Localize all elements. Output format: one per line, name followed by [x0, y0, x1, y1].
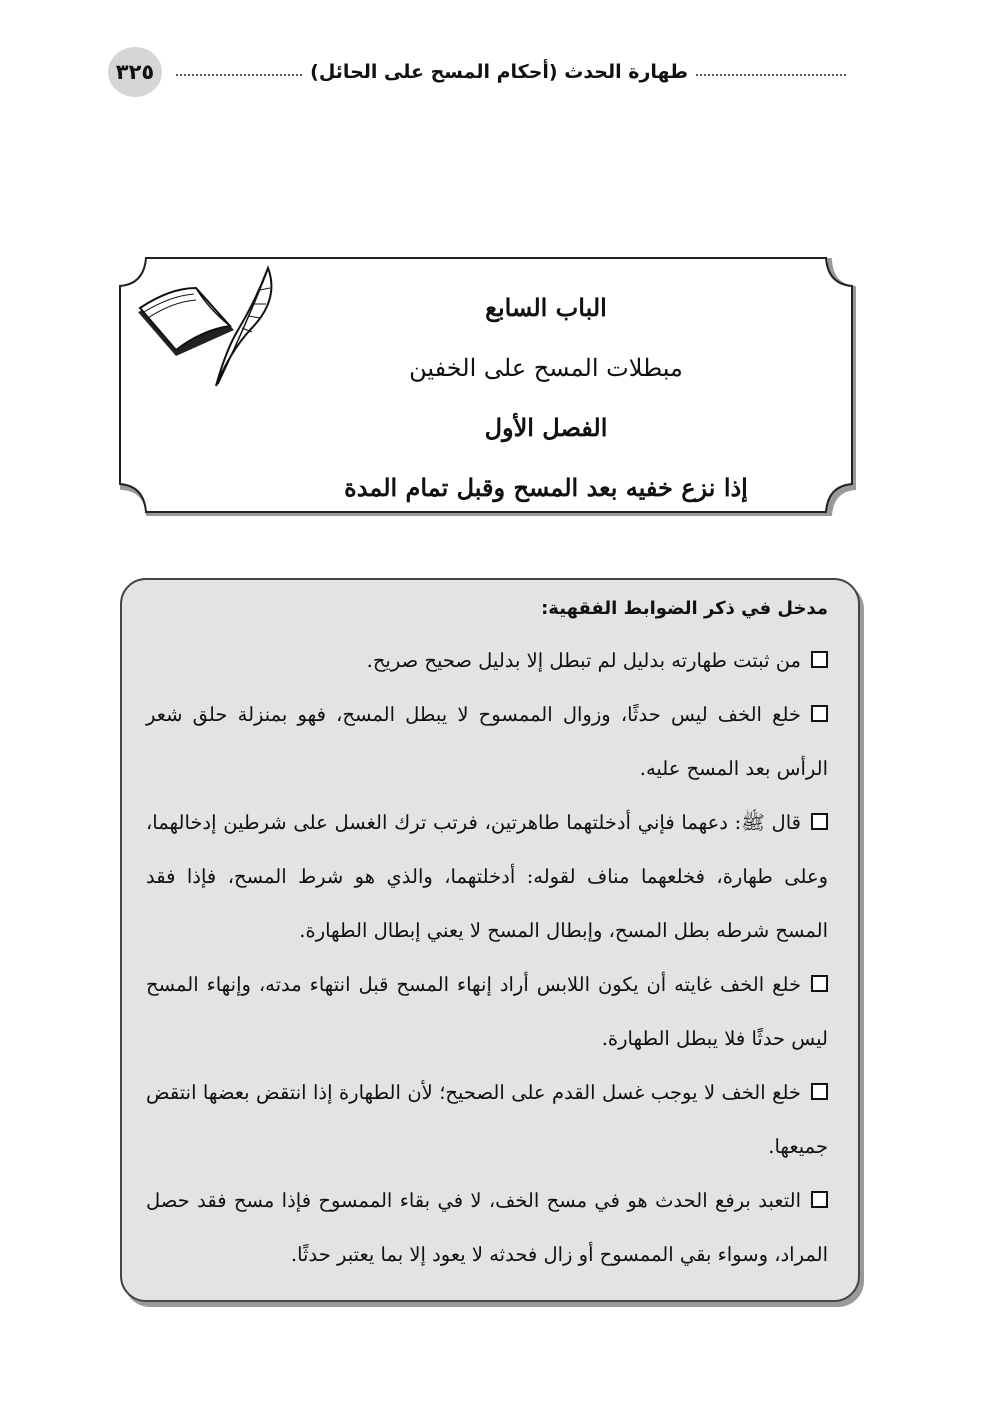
checkbox-icon: [811, 813, 828, 830]
rules-heading: مدخل في ذكر الضوابط الفقهية:: [541, 598, 828, 619]
header-leader-dots-right: [696, 74, 846, 76]
rule-item: [146, 1174, 828, 1282]
checkbox-icon: [811, 705, 828, 722]
rule-text: التعبد برفع الحدث هو في مسح الخف، لا في بقاء الممسوح فإذا مسح فقد حصل المراد، وسواء بقي الممسوح أو زال فحدثه لا يعود إلا بما يعتبر حدثًا.: [146, 1189, 828, 1266]
rule-item: [146, 1066, 828, 1174]
chapter-title: الفصل الأول: [484, 413, 608, 442]
rules-list: [146, 634, 828, 1282]
checkbox-icon: [811, 975, 828, 992]
rule-item: [146, 796, 828, 958]
rule-text: خلع الخف ليس حدثًا، وزوال الممسوح لا يبطل المسح، فهو بمنزلة حلق شعر الرأس بعد المسح عليه.: [146, 703, 828, 780]
rule-item: [146, 958, 828, 1066]
checkbox-icon: [811, 1191, 828, 1208]
rule-item: [146, 634, 828, 688]
chapter-heading: إذا نزع خفيه بعد المسح وقبل تمام المدة: [344, 473, 748, 502]
rule-item: [146, 688, 828, 796]
rule-text: خلع الخف غايته أن يكون اللابس أراد إنهاء المسح قبل انتهاء مدته، وإنهاء المسح ليس حدثًا فلا يبطل الطهارة.: [146, 973, 828, 1050]
header-leader-dots-left: [176, 74, 302, 76]
rule-text: خلع الخف لا يوجب غسل القدم على الصحيح؛ لأن الطهارة إذا انتقض بعضها انتقض جميعها.: [146, 1081, 828, 1158]
header-title: طهارة الحدث (أحكام المسح على الحائل): [310, 61, 688, 83]
rule-text: قال ﷺ: دعهما فإني أدخلتهما طاهرتين، فرتب ترك الغسل على شرطين إدخالهما، وعلى طهارة، فخلعهما مناف لقوله: أدخلتهما، والذي هو شرط المسح، فإذا فقد المسح شرطه بطل المسح، وإبطال المسح لا يعني إبطال الطهارة.: [146, 811, 828, 942]
section-title: الباب السابع: [485, 293, 607, 322]
running-header: [108, 46, 846, 98]
book-quill-icon: [130, 260, 280, 390]
section-subject: مبطلات المسح على الخفين: [409, 354, 683, 382]
rule-text: من ثبتت طهارته بدليل لم تبطل إلا بدليل صحيح صريح.: [366, 649, 801, 672]
checkbox-icon: [811, 651, 828, 668]
chapter-heading-block: [286, 278, 806, 518]
chapter-title-frame: [116, 254, 856, 516]
checkbox-icon: [811, 1083, 828, 1100]
page-number: ٣٢٥: [108, 47, 162, 97]
rules-box: [120, 578, 860, 1302]
